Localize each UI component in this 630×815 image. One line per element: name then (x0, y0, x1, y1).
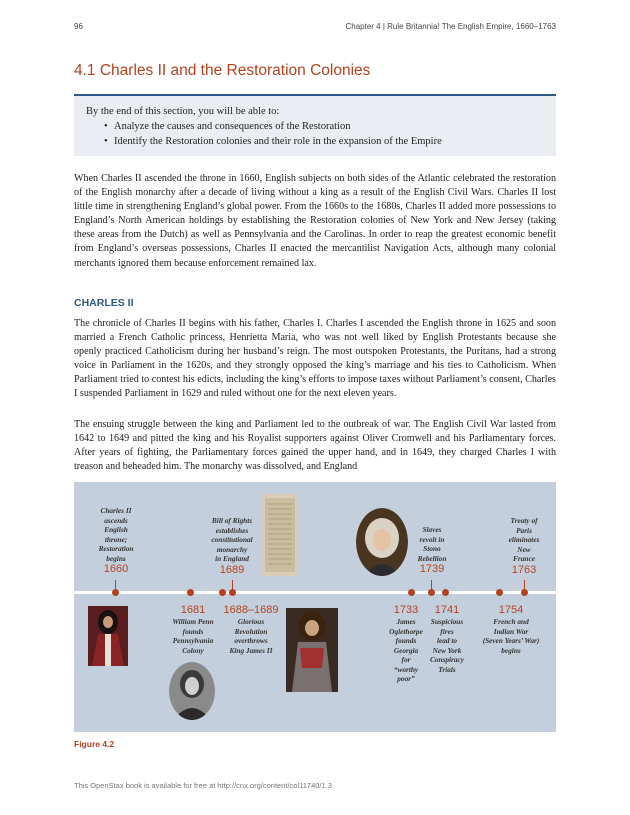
objective-item: • Identify the Restoration colonies and their role in the expansion of the Empire (104, 134, 544, 149)
learning-objectives-box (74, 94, 556, 156)
timeline-marker (112, 589, 119, 596)
event-year: 1733 (393, 604, 419, 616)
event-year: 1754 (498, 604, 524, 616)
timeline-marker (187, 589, 194, 596)
timeline-event (162, 604, 224, 655)
objectives-intro: By the end of this section, you will be able to: (86, 106, 280, 117)
timeline-event (402, 525, 462, 576)
body-paragraph: The chronicle of Charles II begins with his father, Charles I. Charles I ascended the English throne in 1625 and soon married a French Catholic princess, Henrietta Maria, who was not well liked by English Protestants because she openly practiced Catholicism during her husband’s reign. The most outspoken Protestants, the Puritans, had a strong voice in Parliament in the 1620s, and they strongly opposed the king’s marriage and his ties to Catholicism. When Parliament tried to contest his edicts, including the king’s efforts to impose taxes without Parliament’s consent, Charles I suspended Parliament in 1629 and ruled without one for the next eleven years. (74, 318, 556, 400)
objective-item: • Analyze the causes and consequences of the Restoration (104, 119, 544, 134)
event-year: 1689 (219, 563, 245, 576)
timeline-marker (428, 589, 435, 596)
chapter-title: Chapter 4 | Rule Britannia! The English Empire, 1660–1763 (345, 22, 556, 31)
subheading-charles-ii: CHARLES II (74, 297, 134, 309)
timeline-axis (74, 591, 556, 594)
timeline-event (418, 604, 476, 674)
event-description: William Penn founds Pennsylvania Colony (172, 617, 214, 655)
timeline-marker (408, 589, 415, 596)
william-penn-portrait-image (169, 662, 215, 720)
event-year: 1763 (511, 563, 537, 576)
timeline-event (218, 604, 284, 655)
timeline-event (494, 516, 554, 577)
event-description: Bill of Rights establishes constitutional monarchy in England (211, 516, 253, 563)
timeline-marker (442, 589, 449, 596)
running-head (74, 22, 556, 34)
timeline-marker (521, 589, 528, 596)
event-year: 1660 (103, 563, 129, 575)
timeline-event (80, 506, 152, 576)
event-description: Charles II ascends English throne; Restoration begins (98, 506, 134, 563)
page-number: 96 (74, 22, 83, 31)
event-year: 1681 (180, 604, 206, 616)
event-description: Glorious Revolution overthrows King James II (229, 617, 273, 655)
footer-note: This OpenStax book is available for free at http://cnx.org/content/col11740/1.3 (74, 781, 332, 790)
body-paragraph: The ensuing struggle between the king and Parliament led to the outbreak of war. The English Civil War lasted from 1642 to 1649 and pitted the king and his Royalist supporters against Oliver Cromwell and his Parliamentary forces. After years of fighting, the Parliamentary forces gained the upper hand, and in 1649, they charged Charles I with treason and beheaded him. The monarchy was dissolved, and England (74, 419, 556, 473)
charles-ii-portrait-image (88, 606, 128, 666)
oglethorpe-portrait-image (356, 508, 408, 576)
event-description: Suspicious fires lead to New York Conspiracy Trials (429, 617, 465, 674)
timeline-figure (74, 482, 556, 732)
event-description: James Oglethorpe founds Georgia for “worthy poor” (389, 617, 423, 683)
section-title: 4.1 Charles II and the Restoration Colonies (74, 62, 371, 79)
timeline-event (192, 516, 272, 577)
timeline-marker (229, 589, 236, 596)
event-description: French and Indian War (Seven Years’ War) begins (482, 617, 540, 655)
event-year: 1741 (434, 604, 460, 616)
figure-caption: Figure 4.2 (74, 739, 115, 749)
objectives-list (86, 119, 544, 149)
event-description: Slaves revolt in Stono Rebellion (417, 525, 447, 563)
event-year: 1739 (419, 563, 445, 575)
timeline-marker (496, 589, 503, 596)
timeline-marker (219, 589, 226, 596)
intro-paragraph: When Charles II ascended the throne in 1660, English subjects on both sides of the Atlantic celebrated the restoration of the English monarchy after a decade of living without a king as a result of the English Civil Wars. Charles II lost little time in strengthening England’s global power. From the 1660s to the 1680s, Charles II added more possessions to England’s North American holdings by establishing the Restoration colonies of New York and New Jersey (taking these areas from the Dutch) as well as Pennsylvania and the Carolinas. In order to reap the greatest economic benefit from England’s overseas possessions, Charles II enacted the mercantilist Navigation Acts, although many colonial merchants ignored them because enforcement remained lax. (74, 173, 556, 269)
king-james-ii-portrait-image (286, 608, 338, 692)
timeline-event (472, 604, 550, 655)
event-description: Treaty of Paris eliminates New France (508, 516, 540, 563)
event-year: 1688–1689 (223, 604, 279, 616)
